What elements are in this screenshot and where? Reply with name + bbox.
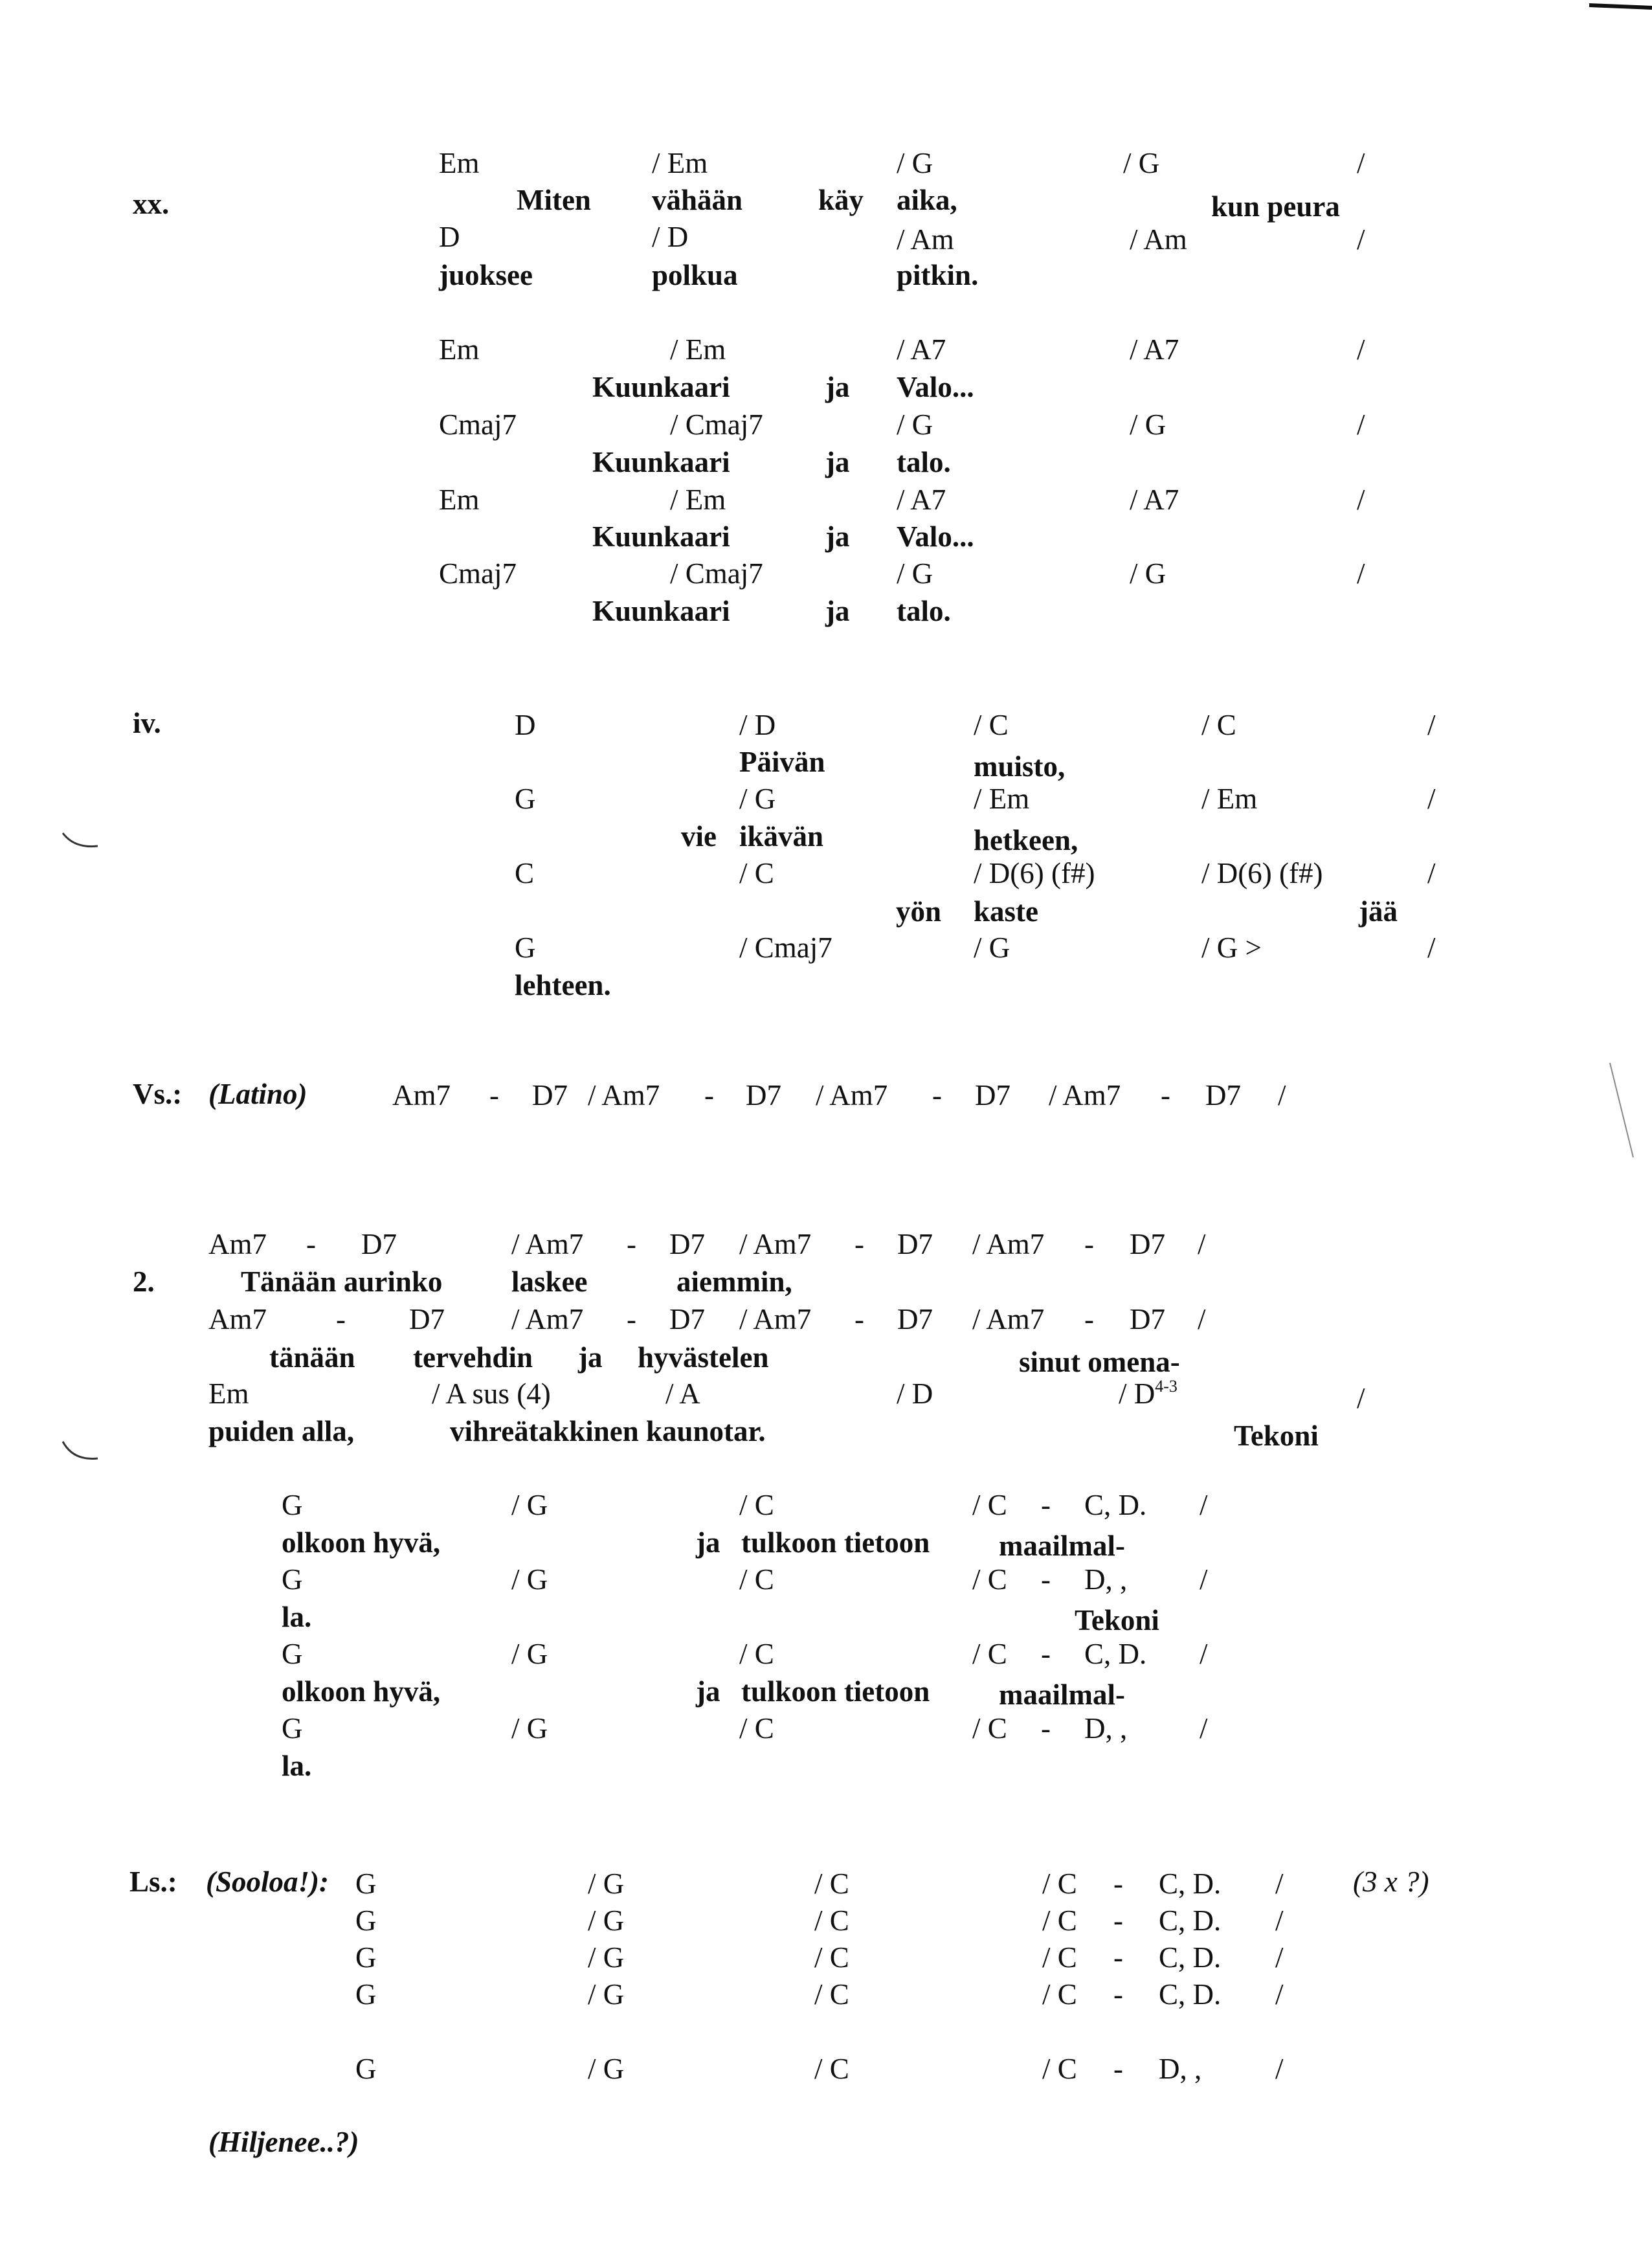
chord: / Em xyxy=(670,333,726,366)
chord: D7 xyxy=(897,1303,933,1335)
lyric: pitkin. xyxy=(897,259,979,291)
bar-line: / xyxy=(1357,1382,1365,1414)
lyric: lehteen. xyxy=(515,969,611,1001)
bar-line: / xyxy=(1357,223,1365,256)
chord: D xyxy=(515,709,536,741)
lyric: Miten xyxy=(517,184,591,216)
chord: G xyxy=(355,1904,377,1937)
chord: / C xyxy=(814,1978,849,2011)
chord-dash: - xyxy=(1113,1904,1123,1937)
chord: D, , xyxy=(1159,2053,1202,2085)
lyric: hetkeen, xyxy=(974,824,1078,856)
lyric: talo. xyxy=(897,446,951,478)
chord-dash: - xyxy=(627,1228,636,1260)
chord-dash: - xyxy=(627,1303,636,1335)
chord: D, , xyxy=(1084,1712,1128,1745)
chord-dash: - xyxy=(932,1079,942,1111)
chord: D7 xyxy=(1130,1228,1165,1260)
chord: C, D. xyxy=(1159,1904,1222,1937)
lyric: ja xyxy=(696,1526,720,1559)
chord: / A7 xyxy=(897,333,946,366)
chord: Am7 xyxy=(392,1079,451,1111)
lyric: kaste xyxy=(974,895,1038,928)
chord: Em xyxy=(439,333,480,366)
chord: C, D. xyxy=(1159,1941,1222,1974)
chord: / Em xyxy=(670,484,726,516)
chord: Em xyxy=(439,484,480,516)
bar-line: / xyxy=(1200,1638,1208,1670)
chord: D7 xyxy=(361,1228,397,1260)
chord: / G xyxy=(588,1867,625,1900)
chord-dash: - xyxy=(1084,1303,1094,1335)
repeat-note: (3 x ?) xyxy=(1353,1866,1429,1898)
chord: / C xyxy=(1042,1904,1077,1937)
chord: / G xyxy=(588,2053,625,2085)
chord-dash: - xyxy=(1113,1867,1123,1900)
chord: G xyxy=(515,783,536,815)
chord: / G > xyxy=(1201,931,1262,964)
bar-line: / xyxy=(1357,147,1365,179)
chord-dash: - xyxy=(1041,1712,1051,1745)
lyric: muisto, xyxy=(974,750,1066,783)
chord: / Am xyxy=(1130,223,1187,256)
bar-line: / xyxy=(1427,931,1436,964)
lyric: tervehdin xyxy=(413,1341,533,1374)
lyric: aika, xyxy=(897,184,957,216)
chord-dash: - xyxy=(854,1303,864,1335)
chord: C, D. xyxy=(1084,1489,1147,1521)
lyric: Valo... xyxy=(897,371,974,403)
chord: / C xyxy=(1201,709,1236,741)
chord: D xyxy=(439,221,460,253)
lyric: maailmal- xyxy=(999,1530,1125,1562)
chord: / C xyxy=(972,1489,1007,1521)
chord: / G xyxy=(511,1638,548,1670)
chord: / D xyxy=(897,1377,933,1410)
chord: / G xyxy=(511,1563,548,1596)
chord: / C xyxy=(1042,2053,1077,2085)
chord: / G xyxy=(974,931,1010,964)
chord xyxy=(1119,1379,1178,1409)
chord: / A7 xyxy=(897,484,946,516)
chord: / Am7 xyxy=(739,1303,812,1335)
chord-dash: - xyxy=(489,1079,499,1111)
lyric: ja xyxy=(825,446,850,478)
chord: D7 xyxy=(532,1079,568,1111)
lyric: olkoon hyvä, xyxy=(282,1526,441,1559)
lyric: puiden alla, xyxy=(208,1415,355,1447)
chord: / C xyxy=(739,1638,774,1670)
lyric: Tekoni xyxy=(1234,1420,1319,1452)
bar-line: / xyxy=(1357,333,1365,366)
chord: / G xyxy=(1123,147,1160,179)
chord: / C xyxy=(974,709,1009,741)
chord-dash: - xyxy=(1161,1079,1170,1111)
lyric: kun peura xyxy=(1211,190,1340,223)
bar-line: / xyxy=(1275,1867,1284,1900)
chord: / D xyxy=(739,709,776,741)
lyric: la. xyxy=(282,1601,312,1633)
chord: / D xyxy=(652,221,689,253)
lyric: käy xyxy=(818,184,864,216)
chord: G xyxy=(355,1867,377,1900)
lyric: laskee xyxy=(511,1265,588,1298)
chord: / A7 xyxy=(1130,333,1179,366)
chord: / Am7 xyxy=(511,1303,584,1335)
lyric: ikävän xyxy=(739,820,824,853)
lyric: Kuunkaari xyxy=(592,595,730,627)
ending-note: (Hiljenee..?) xyxy=(208,2126,359,2158)
bar-line: / xyxy=(1427,783,1436,815)
chord: D7 xyxy=(1205,1079,1241,1111)
chord: / G xyxy=(739,783,776,815)
section-note-sooloa: (Sooloa!): xyxy=(206,1866,329,1898)
chord: D7 xyxy=(669,1303,705,1335)
bar-line: / xyxy=(1200,1563,1208,1596)
chord: / Cmaj7 xyxy=(670,557,763,590)
lyric: Kuunkaari xyxy=(592,446,730,478)
bar-line: / xyxy=(1200,1489,1208,1521)
chord: / C xyxy=(972,1563,1007,1596)
chord-dash: - xyxy=(854,1228,864,1260)
chord: / C xyxy=(814,1904,849,1937)
chord-dash: - xyxy=(704,1079,714,1111)
lyric: Tänään aurinko xyxy=(241,1265,443,1298)
chord: / G xyxy=(897,147,933,179)
chord-name: / D xyxy=(1119,1377,1155,1410)
section-note-latino: (Latino) xyxy=(208,1078,307,1110)
lyric: juoksee xyxy=(439,259,533,291)
lyric: sinut omena- xyxy=(1019,1346,1180,1378)
chord: D7 xyxy=(746,1079,781,1111)
chord: / Em xyxy=(652,147,708,179)
lyric: ja xyxy=(825,520,850,553)
bar-line: / xyxy=(1275,1978,1284,2011)
chord: / Em xyxy=(974,783,1030,815)
chord: / Am xyxy=(897,223,954,256)
chord: Am7 xyxy=(208,1303,267,1335)
section-label-xx: xx. xyxy=(133,188,170,220)
chord: / G xyxy=(511,1712,548,1745)
chord: / C xyxy=(1042,1867,1077,1900)
chord: G xyxy=(282,1489,303,1521)
chord-dash: - xyxy=(1113,1941,1123,1974)
lyric: maailmal- xyxy=(999,1678,1125,1711)
bar-line: / xyxy=(1275,1904,1284,1937)
chord: / Cmaj7 xyxy=(739,931,832,964)
chord-dash: - xyxy=(1041,1563,1051,1596)
chord: / C xyxy=(1042,1941,1077,1974)
chord: G xyxy=(515,931,536,964)
chord: / G xyxy=(897,557,933,590)
chord-dash: - xyxy=(1041,1489,1051,1521)
chord: / Cmaj7 xyxy=(670,408,763,441)
lyric: Valo... xyxy=(897,520,974,553)
chord: / Em xyxy=(1201,783,1258,815)
chord: / Am7 xyxy=(972,1303,1045,1335)
chord: / A xyxy=(665,1377,700,1410)
chord-dash: - xyxy=(306,1228,316,1260)
lyric: hyvästelen xyxy=(638,1341,769,1374)
chord: C xyxy=(515,857,535,889)
chord-dash: - xyxy=(1113,1978,1123,2011)
chord: G xyxy=(282,1563,303,1596)
chord: / C xyxy=(972,1638,1007,1670)
chord: C, D. xyxy=(1159,1867,1222,1900)
bar-line: / xyxy=(1200,1712,1208,1745)
lyric: tulkoon tietoon xyxy=(741,1526,930,1559)
chord: D7 xyxy=(1130,1303,1165,1335)
lyric: jää xyxy=(1359,895,1398,928)
chord: / C xyxy=(972,1712,1007,1745)
chord: / G xyxy=(511,1489,548,1521)
bar-line: / xyxy=(1357,557,1365,590)
chord: / D(6) (f#) xyxy=(1201,857,1323,889)
chord-dash: - xyxy=(1041,1638,1051,1670)
lyric: ja xyxy=(696,1675,720,1708)
chord: D, , xyxy=(1084,1563,1128,1596)
chord: / G xyxy=(588,1904,625,1937)
lyric: vihreätakkinen kaunotar. xyxy=(450,1415,766,1447)
lyric: la. xyxy=(282,1750,312,1782)
chord: / Am7 xyxy=(972,1228,1045,1260)
chord-dash: - xyxy=(336,1303,346,1335)
lyric: aiemmin, xyxy=(676,1265,792,1298)
bar-line: / xyxy=(1427,857,1436,889)
chord: / Am7 xyxy=(511,1228,584,1260)
chord: Cmaj7 xyxy=(439,408,517,441)
chord-suspension: 4-3 xyxy=(1155,1377,1178,1396)
chord: / Am7 xyxy=(588,1079,660,1111)
chord: / G xyxy=(1130,408,1166,441)
chord-dash: - xyxy=(1113,2053,1123,2085)
chord: / G xyxy=(588,1941,625,1974)
chord: / D(6) (f#) xyxy=(974,857,1095,889)
chord: G xyxy=(355,1978,377,2011)
lyric: yön xyxy=(896,895,942,928)
scan-margin-mark xyxy=(61,1440,100,1464)
chord: C, D. xyxy=(1159,1978,1222,2011)
bar-line: / xyxy=(1275,1941,1284,1974)
chord: D7 xyxy=(975,1079,1010,1111)
lyric: talo. xyxy=(897,595,951,627)
chord: / G xyxy=(588,1978,625,2011)
scan-margin-mark xyxy=(1609,1062,1635,1159)
bar-line: / xyxy=(1357,408,1365,441)
scan-edge-mark xyxy=(1589,0,1652,19)
lyric: ja xyxy=(578,1341,603,1374)
chord: D7 xyxy=(409,1303,445,1335)
chord: Em xyxy=(439,147,480,179)
chord: / A sus (4) xyxy=(432,1377,551,1410)
chord: Em xyxy=(208,1377,249,1410)
chord-dash: - xyxy=(1084,1228,1094,1260)
chord: Cmaj7 xyxy=(439,557,517,590)
chord: G xyxy=(355,1941,377,1974)
lyric: vähään xyxy=(652,184,743,216)
lyric: olkoon hyvä, xyxy=(282,1675,441,1708)
chord: / C xyxy=(814,1941,849,1974)
chord: / C xyxy=(739,857,774,889)
bar-line: / xyxy=(1427,709,1436,741)
chord: / C xyxy=(739,1489,774,1521)
section-label-iv: iv. xyxy=(133,707,161,739)
chord: / C xyxy=(739,1712,774,1745)
section-label-2: 2. xyxy=(133,1265,155,1298)
chord: G xyxy=(282,1638,303,1670)
chord: / Am7 xyxy=(739,1228,812,1260)
chord: / G xyxy=(1130,557,1166,590)
lyric: Kuunkaari xyxy=(592,371,730,403)
lyric: vie xyxy=(681,820,717,853)
scan-margin-mark xyxy=(61,832,100,851)
chord: / Am7 xyxy=(1049,1079,1121,1111)
bar-line: / xyxy=(1357,484,1365,516)
section-label-ls: Ls.: xyxy=(129,1866,177,1898)
chord: C, D. xyxy=(1084,1638,1147,1670)
section-label-vs: Vs.: xyxy=(133,1078,183,1110)
chord: Am7 xyxy=(208,1228,267,1260)
bar-line: / xyxy=(1198,1228,1206,1260)
lyric: ja xyxy=(825,371,850,403)
lyric: Päivän xyxy=(739,746,825,778)
chord: / C xyxy=(814,1867,849,1900)
bar-line: / xyxy=(1275,2053,1284,2085)
chord: / C xyxy=(1042,1978,1077,2011)
chord: / A7 xyxy=(1130,484,1179,516)
lyric: Kuunkaari xyxy=(592,520,730,553)
bar-line: / xyxy=(1198,1303,1206,1335)
chord: / C xyxy=(739,1563,774,1596)
lyric: Tekoni xyxy=(1075,1604,1159,1636)
chord: D7 xyxy=(897,1228,933,1260)
lyric: tulkoon tietoon xyxy=(741,1675,930,1708)
lyric: polkua xyxy=(652,259,738,291)
chord: G xyxy=(355,2053,377,2085)
chord: G xyxy=(282,1712,303,1745)
lyric: ja xyxy=(825,595,850,627)
chord: D7 xyxy=(669,1228,705,1260)
lyric: tänään xyxy=(269,1341,355,1374)
chord: / Am7 xyxy=(816,1079,888,1111)
chord: / C xyxy=(814,2053,849,2085)
bar-line: / xyxy=(1278,1079,1286,1111)
chord: / G xyxy=(897,408,933,441)
